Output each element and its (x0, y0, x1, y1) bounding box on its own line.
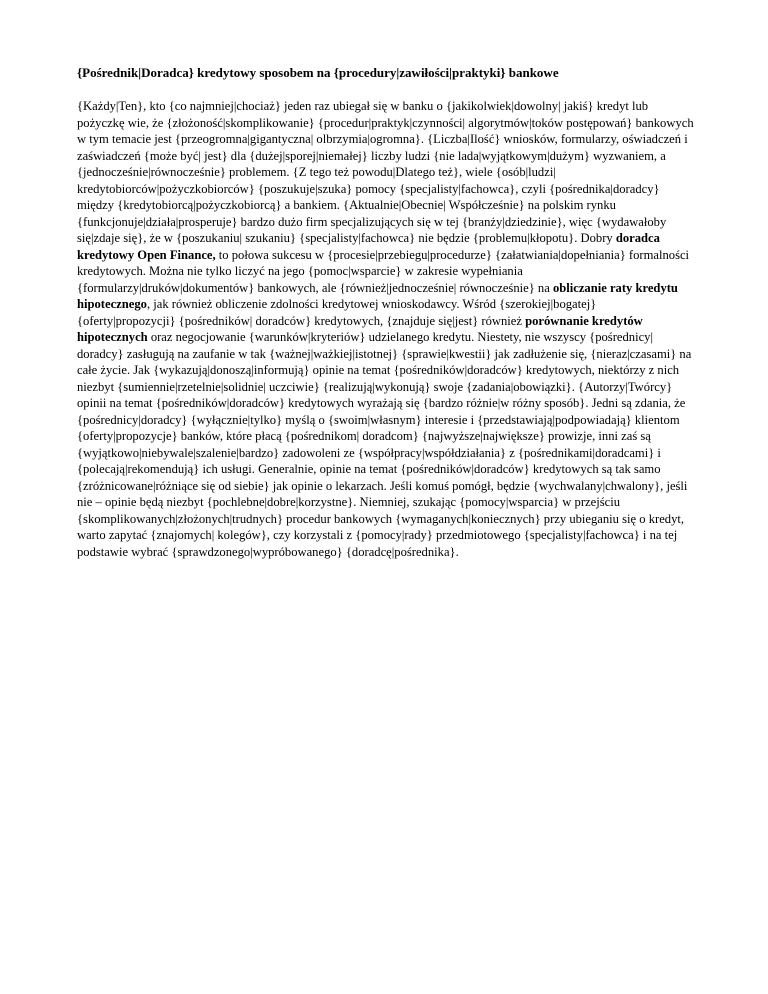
body-text-segment: {Każdy|Ten}, kto {co najmniej|chociaż} jeden raz ubiegał się w banku o {jakikolwiek|dowolny| jakiś} kredyt lub pożyczkę wie, że {złożoność|skomplikowanie} {procedur|praktyk|czynności| algorytmów|toków postępowań} bankowych w tym temacie jest {przeogromna|gigantyczna| olbrzymia|ogromna}. {Liczba|Ilość} wniosków, formularzy, oświadczeń i zaświadczeń {może być| jest} dla {dużej|sporej|niemałej} liczby ludzi {nie lada|wyjątkowym|dużym} wyzwaniem, a {jednocześnie|równocześnie} problemem. {Z tego też powodu|Dlatego też}, wiele {osób|ludzi| kredytobiorców|pożyczkobiorców} {poszukuje|szuka} pomocy {specjalisty|fachowca}, czyli {pośrednika|doradcy} między {kredytobiorcą|pożyczkobiorcą} a bankiem. {Aktualnie|Obecnie| Współcześnie} na polskim rynku {funkcjonuje|działa|prosperuje} bardzo dużo firm specjalizujących się w tej {branży|dziedzinie}, więc {wydawałoby się|zdaje się}, że w {poszukaniu| szukaniu} {specjalisty|fachowca} nie będzie {problemu|kłopotu}. Dobry (77, 99, 694, 245)
document-body (77, 98, 697, 560)
body-text-segment: to połowa sukcesu w {procesie|przebiegu|procedurze} {załatwiania|dopełniania} formalności kredytowych. Można nie tylko liczyć na jego {pomoc|wsparcie} w zakresie wypełniania {formularzy|druków|dokumentów} bankowych, ale {również|jednocześnie| równocześnie} na (77, 247, 690, 295)
body-text-segment: oraz negocjowanie {warunków|kryteriów} udzielanego kredytu. Niestety, nie wszyscy {pośrednicy| doradcy} zasługują na zaufanie w tak {ważnej|ważkiej|istotnej} {sprawie|kwestii} jak zadłużenie się, {nieraz|czasami} na całe życie. Jak {wykazują|donoszą|informują} opinie na temat {pośredników|doradców} kredytowych, niektórzy z nich niezbyt {sumiennie|rzetelnie|solidnie| uczciwie} {realizują|wykonują} swoje {zadania|obowiązki}. {Autorzy|Twórcy} opinii na temat {pośredników|doradców} kredytowych wyrażają się {bardzo różnie|w różny sposób}. Jedni są zdania, że {pośrednicy|doradcy} {wyłącznie|tylko} myślą o {swoim|własnym} interesie i {przedstawiają|podpowiadają} klientom {oferty|propozycje} banków, które płacą {pośrednikom| doradcom} {najwyższe|największe} prowizje, inni zaś są {wyjątkowo|niebywale|szalenie|bardzo} zadowoleni ze {współpracy|współdziałania} z {pośrednikami|doradcami} i {polecają|rekomendują} ich usługi. Generalnie, opinie na temat {pośredników|doradców} kredytowych są tak samo {zróżnicowane|różniące się od siebie} jak opinie o lekarzach. Jeśli komuś pomógł, będzie {wychwalany|chwalony}, jeśli nie – opinie będą niezbyt {pochlebne|dobre|korzystne}. Niemniej, szukając {pomocy|wsparcia} w przejściu {skomplikowanych|złożonych|trudnych} procedur bankowych {wymaganych|koniecznych} przy ubieganiu się o kredyt, warto zapytać {znajomych| kolegów}, czy korzystali z {pomocy|rady} przedmiotowego {specjalisty|fachowca} i na tej podstawie wybrać {sprawdzonego|wypróbowanego} {doradcę|pośrednika}. (77, 330, 692, 559)
bold-phrase-doradca-kredytowy: doradca kredytowy Open Finance, (77, 231, 660, 262)
body-text-segment: , jak również obliczenie zdolności kredytowej wnioskodawcy. Wśród {szerokiej|bogatej} {oferty|propozycji} {pośredników| doradców} kredytowych, {znajduje się|jest} również (77, 297, 597, 328)
bold-phrase-porownanie-kredytow: porównanie kredytów hipotecznych (77, 313, 643, 344)
document-page (77, 64, 697, 560)
document-title: {Pośrednik|Doradca} kredytowy sposobem na {procedury|zawiłości|praktyki} bankowe (77, 65, 559, 80)
bold-phrase-obliczanie-raty: obliczanie raty kredytu hipotecznego (77, 280, 678, 311)
